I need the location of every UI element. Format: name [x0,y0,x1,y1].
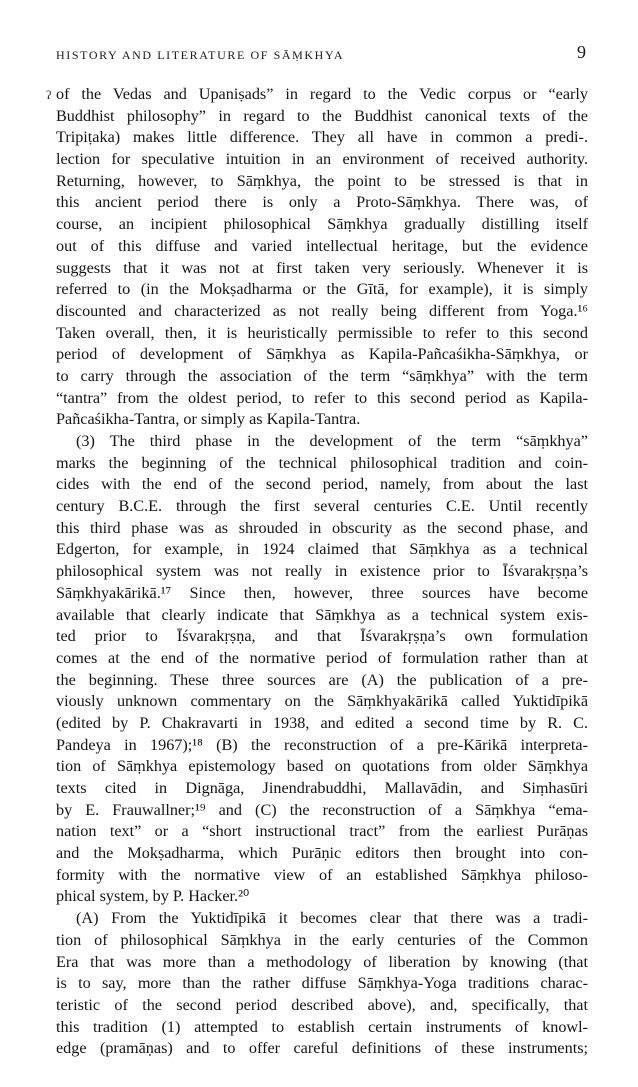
text-line: teristic of the second period described above), and, specifically, that [56,995,588,1014]
text-line: Taken overall, then, it is heuristically permissible to refer to this second [56,323,588,342]
text-line: century B.C.E. through the first several centuries C.E. Until recently [56,497,588,516]
text-line: phical system, by P. Hacker.²⁰ [56,887,250,906]
text-line: and the Mokṣadharma, which Purāṇic editors then brought into con- [56,844,588,863]
running-title: HISTORY AND LITERATURE OF SĀṂKHYA [56,48,345,62]
text-line: Pañcaśikha-Tantra, or simply as Kapila-Tantra. [56,410,361,429]
text-line: (A) From the Yuktidīpikā it becomes clear that there was a tradi- [76,909,588,928]
text-line: ted prior to Īśvarakṛṣṇa, and that Īśvarakṛṣṇa’s own formulation [56,627,588,646]
text-line: Era that was more than a methodology of liberation by knowing (that [56,952,588,971]
text-line: available that clearly indicate that Sāṃkhya as a technical system exis- [56,605,588,624]
text-line: Tripiṭaka) makes little difference. They all have in common a predi-. [56,128,588,147]
text-line: philosophical system was not really in existence prior to Īśvarakṛṣṇa’s [56,562,588,581]
text-line: nation text” or a “short instructional tract” from the earliest Purāṇas [56,822,588,841]
text-line: “tantra” from the oldest period, to refer to this second period as Kapila- [56,388,588,407]
text-line: this third phase was as shrouded in obscurity as the second phase, and [56,518,588,537]
text-line: this ancient period there is only a Proto-Sāṃkhya. There was, of [56,193,588,212]
text-line: is to say, more than the rather diffuse Sāṃkhya-Yoga traditions charac- [56,974,588,993]
text-line: tion of philosophical Sāṃkhya in the early centuries of the Common [56,930,588,949]
text-line: course, an incipient philosophical Sāṃkhya gradually distilling itself [56,215,588,234]
text-line: comes at the end of the normative period of formulation rather than at [56,648,588,667]
text-line: of the Vedas and Upaniṣads” in regard to the Vedic corpus or “early [56,85,588,103]
text-line: (edited by P. Chakravarti in 1938, and edited a second time by R. C. [56,713,588,732]
text-line: texts cited in Dignāga, Jinendrabuddhi, Mallavādin, and Siṃhasūri [56,779,588,797]
text-line: this tradition (1) attempted to establish certain instruments of knowl- [56,1017,588,1036]
body-text [56,84,588,1060]
text-line: Buddhist philosophy” in regard to the Buddhist canonical texts of the [56,106,588,125]
text-line: discounted and characterized as not really being different from Yoga.¹⁶ [56,301,588,320]
text-line: referred to (in the Mokṣadharma or the Gītā, for example), it is simply [56,280,588,299]
text-line: period of development of Sāṃkhya as Kapila-Pañcaśikha-Sāṃkhya, or [56,345,588,364]
text-line: edge (pramāṇas) and to offer careful definitions of these instruments; [56,1039,588,1058]
text-line: marks the beginning of the technical philosophical tradition and coin- [56,453,588,472]
text-line: Edgerton, for example, in 1924 claimed that Sāṃkhya as a technical [56,540,588,559]
text-line: Pandeya in 1967);¹⁸ (B) the reconstruction of a pre-Kārikā interpreta- [56,735,588,754]
text-line: lection for speculative intuition in an environment of received authority. [56,150,588,169]
text-line: (3) The third phase in the development of the term “sāṃkhya” [76,432,588,450]
text-line: the beginning. These three sources are (A) the publication of a pre- [56,670,588,689]
text-line: tion of Sāṃkhya epistemology based on quotations from older Sāṃkhya [56,757,588,776]
text-line: viously unknown commentary on the Sāṃkhyakārikā called Yuktidīpikā [56,692,588,711]
text-line: to carry through the association of the term “sāṃkhya” with the term [56,366,588,385]
text-line: suggests that it was not at first taken very seriously. Whenever it is [56,258,588,277]
text-line: Sāṃkhyakārikā.¹⁷ Since then, however, three sources have become [56,583,588,602]
text-line: by E. Frauwallner;¹⁹ and (C) the reconstruction of a Sāṃkhya “ema- [56,800,588,819]
margin-mark: ʔ [46,88,52,102]
running-head [56,42,586,66]
page-number: 9 [577,42,586,62]
text-line: out of this diffuse and varied intellectual heritage, but the evidence [56,236,588,255]
text-line: cides with the end of the second period, namely, from about the last [56,475,588,494]
text-line: Returning, however, to Sāṃkhya, the point to be stressed is that in [56,171,588,190]
text-line: formity with the normative view of an established Sāṃkhya philoso- [56,865,588,884]
